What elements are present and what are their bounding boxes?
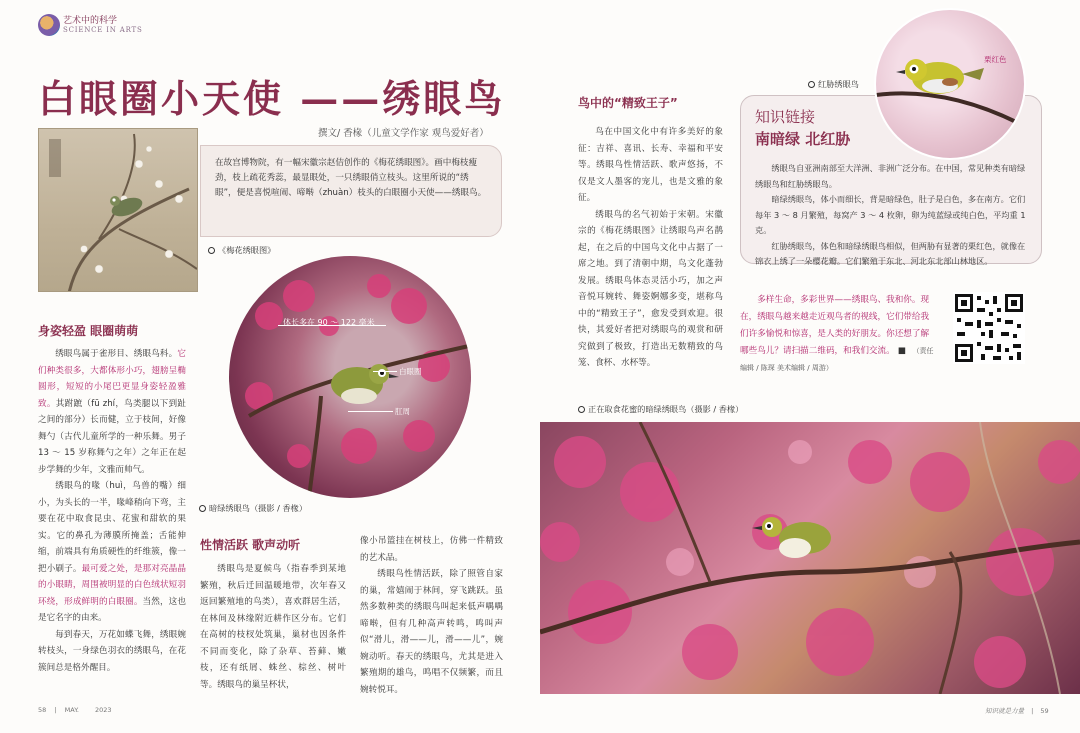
page-number-left: 58 [38, 706, 47, 714]
vent-label: 肛周 [395, 407, 410, 416]
knowledge-subtitle: 南暗绿 北红胁 [755, 130, 851, 148]
caption-dot-icon [808, 81, 815, 88]
photo-caption-text: 正在取食花蜜的暗绿绣眼鸟（摄影 / 香椽） [588, 404, 744, 414]
knowledge-p1: 绣眼鸟自亚洲南部至大洋洲、非洲广泛分布。在中国，常见种类有暗绿绣眼鸟和红胁绣眼鸟。 [755, 163, 1026, 189]
painting-caption-text: 《梅花绣眼图》 [218, 245, 276, 255]
footer-right: 知识就是力量 | 59 [985, 707, 1049, 715]
qr-code-icon[interactable] [953, 292, 1025, 364]
sec1-p2-text-b: 当然，这也是它名字的由来。 [38, 596, 186, 623]
sec4-p1: 鸟在中国文化中有许多美好的象征：吉祥、喜讯、长寿、幸福和平安等。绣眼鸟性情活跃、歌声悠扬，不仅是文人墨客的宠儿，也是文雅的象征。 [578, 127, 723, 203]
chestnut-label: 栗红色 [984, 55, 1007, 64]
caption-dot-icon [199, 505, 206, 512]
painting-caption [208, 245, 275, 256]
magazine-name: 知识就是力量 [985, 707, 1024, 715]
column-logo-icon [38, 14, 60, 36]
section-heading-1: 身姿轻盈 眼圈萌萌 [38, 324, 139, 338]
closing-text: 多样生命，多彩世界——绣眼鸟、我和你。现在，绣眼鸟越来越走近观鸟者的视线，它们带给我们许多愉悦和惊喜，是人类的好朋友。你还想了解哪些鸟儿？请扫描二维码，和我们交流。 [740, 295, 930, 356]
intro-box [200, 145, 502, 237]
eye-ring-label: 白眼圈 [399, 367, 422, 376]
editor-credit: （责任编辑 / 陈琛 美术编辑 / 周游） [740, 347, 934, 372]
eye-ring-pointer [373, 371, 397, 372]
japanese-white-eye-photo [229, 256, 471, 498]
circle-caption-text: 暗绿绣眼鸟（摄影 / 香椽） [209, 503, 308, 513]
photo-caption [578, 404, 743, 415]
knowledge-p3: 红胁绣眼鸟，体色和暗绿绣眼鸟相似，但两胁有显著的栗红色，就像在锦衣上绣了一朵樱花瓣。它们繁殖于东北、河北东北部山林地区。 [755, 240, 1026, 266]
section-heading-4: 鸟中的“精致王子” [578, 96, 678, 110]
issue-year: 2023 [95, 706, 112, 714]
column-name-cn: 艺术中的科学 [63, 16, 118, 26]
closing-paragraph [740, 292, 936, 377]
section-3-body [360, 533, 503, 698]
bird-circle-caption [808, 79, 859, 90]
caption-dot-icon [208, 247, 215, 254]
page-number-right: 59 [1040, 707, 1049, 715]
sec4-p2: 绣眼鸟的名气初始于宋朝。宋徽宗的《梅花绣眼图》让绣眼鸟声名鹊起，在之后的中国鸟文化中占据了一席之地。到了清朝中期，鸟文化蓬勃发展。绣眼鸟体态灵活小巧，加之声音悦耳婉转、舞姿婀娜多变，堪称鸟中的“精致王子”，愈发受到欢迎。很快，其爱好者把对绣眼鸟的观赏和研究做到了极致，打造出无数精致的鸟笼、食杯、水杯等。 [578, 209, 723, 368]
sec1-p1-text-b: 其跗蹠（fū zhí，鸟类腿以下到趾之间的部分）长而健，立于枝间，好像舞勺（古代儿童所学的一种乐舞。男子 13 ～ 15 岁称舞勺之年）之年正在起步学舞的少年，文雅而帅气。 [38, 398, 186, 475]
issue-month: MAY. [64, 706, 79, 714]
sec1-p2-text: 绣眼鸟的喙（huì，鸟兽的嘴）细小，为头长的一半，喙峰稍向下弯，主要在花中取食昆虫、花蜜和甜软的果实。它的鼻孔为薄膜所掩盖；舌能伸缩，前端具有角质硬性的纤维簇，像一把小刷子。 [38, 481, 186, 574]
sec3-p2: 绣眼鸟性情活跃，除了照管自家的巢，常嬉闹于林间，穿飞跳跃。虽然多数种类的绣眼鸟叫起来低声喁喁啼啭，但有几种高声转鸣，鸣叫声似“滑儿，滑——儿，滑——儿”，婉婉动听。春天的绣眼鸟，尤其是进入繁殖期的雄鸟，鸣唱不仅频繁，而且婉转悦耳。 [360, 569, 503, 695]
intro-text: 在故宫博物院，有一幅宋徽宗赵佶创作的《梅花绣眼图》。画中梅枝瘦劲，枝上疏花秀蕊，最显眼处，一只绣眼俏立枝头。这里所说的“绣眼”，便是喜悦喧闹、啼啭（zhuàn）枝头的白眼圈小天使——绣眼鸟。 [215, 158, 487, 198]
sec1-p2-highlight: 最可爱之处，是那对亮晶晶的小眼睛，周围被明显的白色绒状短羽环绕，形成鲜明的白眼圈。 [38, 563, 186, 607]
knowledge-p2: 暗绿绣眼鸟，体小而细长，背是暗绿色，肚子是白色，多在南方。它们每年 3 ～ 8 月繁殖，每窝产 3 ～ 4 枚卵，卵为纯蓝绿或纯白色，平均重 1 克。 [755, 194, 1026, 235]
circle-caption [199, 503, 307, 514]
plum-blossom-painting [38, 128, 198, 292]
section-1-body [38, 346, 186, 676]
end-mark-icon: ■ [897, 346, 906, 356]
sec2-p1: 绣眼鸟是夏候鸟（指春季到某地繁殖，秋后迁回温暖地带，次年春又返回繁殖地的鸟类），喜欢群居生活，在林间及林缘附近耕作区分布。它们在高树的枝杈处筑巢，巢材也因条件不同而变化，除了杂草、苔藓、嫩枝，还有纸屑、蛛丝、棕丝、树叶等。绣眼鸟的巢呈杯状， [200, 564, 346, 690]
column-name-en: SCIENCE IN ARTS [63, 26, 143, 34]
section-2-body [200, 561, 346, 693]
vent-pointer [348, 411, 393, 412]
chestnut-flanked-white-eye-photo [874, 8, 1026, 160]
page-title: 白眼圈小天使 ——绣眼鸟 [38, 76, 506, 121]
bird-circle-caption-text: 红胁绣眼鸟 [818, 79, 859, 89]
footer-left: 58 | MAY. 2023 [38, 706, 112, 714]
sec3-p1: 像小吊篮挂在树枝上，仿佛一件精致的艺术品。 [360, 536, 503, 563]
knowledge-title: 知识链接 [755, 108, 816, 126]
sec1-p3: 每到春天，万花如蝶飞舞，绣眼婉转枝头，一身绿色羽衣的绣眼鸟，在花簇间总是格外醒目。 [38, 629, 186, 673]
white-eye-feeding-photo [540, 422, 1080, 694]
section-heading-2: 性情活跃 歌声动听 [200, 538, 301, 552]
sec1-p1-highlight: 它们种类很多，大都体形小巧，翅膀呈椭圆形，短短的小尾巴更显身姿轻盈雅致。 [38, 349, 186, 409]
byline: 撰文/ 香椽（儿童文学作家 观鸟爱好者） [318, 128, 489, 139]
length-label: 体长多在 90 ～ 122 毫米 [283, 318, 375, 327]
caption-dot-icon [578, 406, 585, 413]
sec1-p1-text: 绣眼鸟属于雀形目、绣眼鸟科。 [55, 349, 178, 359]
section-4-body [578, 124, 723, 372]
